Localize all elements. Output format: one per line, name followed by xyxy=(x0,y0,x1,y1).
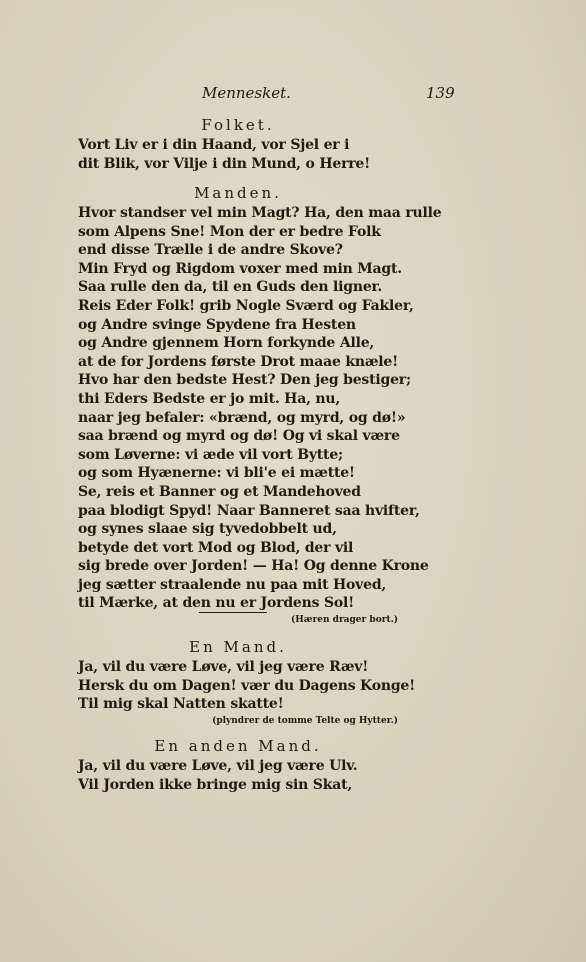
verse-line: som Alpens Sne! Mon der er bedre Folk xyxy=(78,223,381,240)
verse-line: Hersk du om Dagen! vær du Dagens Konge! xyxy=(78,677,416,694)
speaker-name: Manden. xyxy=(194,184,282,202)
verse-line: og Andre gjennem Horn forkynde Alle, xyxy=(78,335,375,352)
verse-line: Hvo har den bedste Hest? Den jeg bestiger; xyxy=(78,372,411,389)
verse-line: Til mig skal Natten skatte! xyxy=(78,696,284,713)
verse-line: til Mærke, at den nu er Jordens Sol! xyxy=(78,595,355,612)
verse-line: Ja, vil du være Løve, vil jeg være Ræv! xyxy=(78,659,369,675)
speech-manden xyxy=(78,183,442,627)
verse-line: saa brænd og myrd og dø! Og vi skal være xyxy=(78,428,400,445)
verse-line: Vil Jorden ikke bringe mig sin Skat, xyxy=(78,776,353,793)
verse-line: og som Hyænerne: vi bli'e ei mætte! xyxy=(78,465,355,482)
verse-line: Reis Eder Folk! grib Nogle Sværd og Fakler, xyxy=(78,297,414,314)
verse-line: Se, reis et Banner og et Mandehoved xyxy=(78,483,361,500)
verse-line: Ja, vil du være Løve, vil jeg være Ulv. xyxy=(78,758,358,774)
verse-line: betyde det vort Mod og Blod, der vil xyxy=(78,539,354,556)
speech-en-mand xyxy=(78,637,416,728)
page-header xyxy=(0,84,586,106)
verse-line: Min Fryd og Rigdom voxer med min Magt. xyxy=(78,260,402,277)
verse-line: jeg sætter straalende nu paa mit Hoved, xyxy=(78,576,387,593)
verse-line: Vort Liv er i din Haand, vor Sjel er i xyxy=(78,137,350,153)
stage-direction: (plyndrer de tomme Telte og Hytter.) xyxy=(212,715,398,726)
verse-line: og Andre svinge Spydene fra Hesten xyxy=(78,316,356,333)
verse-line: sig brede over Jorden! — Ha! Og denne Krone xyxy=(78,558,429,575)
verse-line: Saa rulle den da, til en Guds den ligner. xyxy=(78,279,383,296)
page-number: 139 xyxy=(426,84,455,102)
running-title: Mennesket. xyxy=(202,84,291,102)
section-divider xyxy=(199,612,267,613)
verse-line: og synes slaae sig tyvedobbelt ud, xyxy=(78,521,337,538)
verse-line: dit Blik, vor Vilje i din Mund, o Herre! xyxy=(78,155,371,172)
verse-line: at de for Jordens første Drot maae knæle! xyxy=(78,353,399,370)
verse-line: naar jeg befaler: «brænd, og myrd, og dø!» xyxy=(78,409,406,426)
verse-line: Hvor standser vel min Magt? Ha, den maa rulle xyxy=(78,205,442,221)
verse-line: thi Eders Bedste er jo mit. Ha, nu, xyxy=(78,390,341,407)
speech-folket xyxy=(78,115,398,173)
speech-en-anden-mand xyxy=(78,736,398,794)
speaker-name: En anden Mand. xyxy=(154,737,322,755)
speaker-name: En Mand. xyxy=(189,638,287,656)
verse-line: end disse Trælle i de andre Skove? xyxy=(78,242,343,259)
stage-direction: (Hæren drager bort.) xyxy=(290,615,398,626)
verse-line: paa blodigt Spyd! Naar Banneret saa hvifter, xyxy=(78,502,420,519)
verse-line: som Løverne: vi æde vil vort Bytte; xyxy=(78,446,343,463)
speaker-name: Folket. xyxy=(201,116,275,134)
